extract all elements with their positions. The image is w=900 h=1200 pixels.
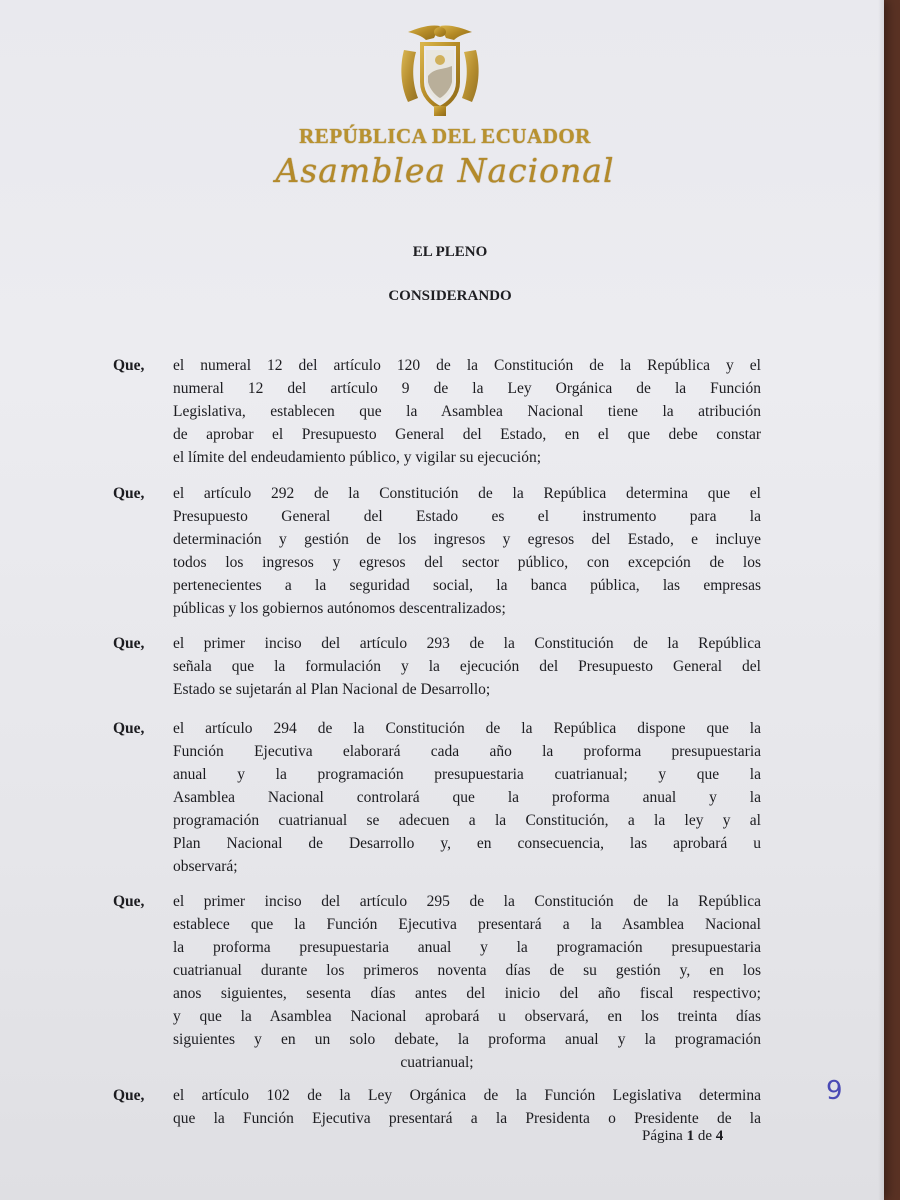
- paragraph-line: el límite del endeudamiento público, y vigilar su ejecución;: [173, 449, 542, 466]
- paragraph-line: el artículo 102 de la Ley Orgánica de la Función Legislativa determina: [173, 1087, 761, 1104]
- paragraph-line: Función Ejecutiva elaborará cada año la proforma presupuestaria: [173, 743, 761, 760]
- paragraph-line: anual y la programación presupuestaria cuatrianual; y que la: [173, 766, 761, 783]
- que-label: Que,: [113, 485, 145, 502]
- paragraph-line: Presupuesto General del Estado es el instrumento para la: [173, 508, 761, 525]
- paragraph-line: Asamblea Nacional controlará que la proforma anual y la: [173, 789, 761, 806]
- paragraph-line: públicas y los gobiernos autónomos descentralizados;: [173, 600, 506, 617]
- letterhead-republic: REPÚBLICA DEL ECUADOR: [299, 124, 591, 148]
- paragraph-line: establece que la Función Ejecutiva presentará a la Asamblea Nacional: [173, 916, 761, 933]
- paragraph-line: determinación y gestión de los ingresos y egresos del Estado, e incluye: [173, 531, 761, 548]
- que-label: Que,: [113, 720, 145, 737]
- considerando-paragraph-2: [113, 482, 761, 620]
- paragraph-line: el primer inciso del artículo 293 de la Constitución de la República: [173, 635, 761, 652]
- paragraph-line: el numeral 12 del artículo 120 de la Constitución de la República y el: [173, 357, 761, 374]
- que-label: Que,: [113, 1087, 145, 1104]
- paragraph-line: siguientes y en un solo debate, la proforma anual y la programación: [173, 1031, 761, 1048]
- paragraph-line: anos siguientes, sesenta días antes del inicio del año fiscal respectivo;: [173, 985, 761, 1002]
- paragraph-line: la proforma presupuestaria anual y la programación presupuestaria: [173, 939, 761, 956]
- page-current: 1: [686, 1128, 695, 1144]
- page-total: 4: [715, 1128, 724, 1144]
- que-label: Que,: [113, 635, 145, 652]
- que-label: Que,: [113, 357, 145, 374]
- page-footer: [642, 1128, 723, 1145]
- paragraph-line: programación cuatrianual se adecuen a la Constitución, a la ley y al: [173, 812, 761, 829]
- paragraph-line: numeral 12 del artículo 9 de la Ley Orgánica de la Función: [173, 380, 761, 397]
- letterhead-assembly: Asamblea Nacional: [275, 151, 615, 190]
- considerando-paragraph-1: [113, 354, 761, 469]
- page-label: Página: [642, 1128, 683, 1144]
- paragraph-line: que la Función Ejecutiva presentará a la Presidenta o Presidente de la: [173, 1110, 761, 1127]
- considerando-paragraph-5: [113, 890, 761, 1074]
- coat-of-arms-icon: [390, 20, 490, 120]
- considerando-paragraph-3: [113, 632, 761, 701]
- paragraph-line: observará;: [173, 858, 238, 875]
- page-of: de: [697, 1128, 712, 1144]
- paragraph-line: cuatrianual;: [400, 1054, 474, 1071]
- heading-pleno: EL PLENO: [412, 244, 488, 260]
- considerando-paragraph-6: [113, 1084, 761, 1130]
- handwritten-page-number: 9: [826, 1076, 843, 1106]
- paper-edge: [878, 0, 884, 1200]
- paragraph-line: el artículo 294 de la Constitución de la República dispone que la: [173, 720, 761, 737]
- paragraph-line: cuatrianual durante los primeros noventa días de su gestión y, en los: [173, 962, 761, 979]
- paragraph-line: el artículo 292 de la Constitución de la República determina que el: [173, 485, 761, 502]
- paragraph-line: señala que la formulación y la ejecución del Presupuesto General del: [173, 658, 761, 675]
- letterhead: [240, 124, 650, 190]
- paragraph-line: y que la Asamblea Nacional aprobará u observará, en los treinta días: [173, 1008, 761, 1025]
- paragraph-line: Legislativa, establecen que la Asamblea Nacional tiene la atribución: [173, 403, 761, 420]
- paragraph-line: el primer inciso del artículo 295 de la Constitución de la República: [173, 893, 761, 910]
- paragraph-line: pertenecientes a la seguridad social, la banca pública, las empresas: [173, 577, 761, 594]
- heading-considerando: CONSIDERANDO: [388, 288, 512, 304]
- paragraph-line: de aprobar el Presupuesto General del Estado, en el que debe constar: [173, 426, 761, 443]
- paragraph-line: todos los ingresos y egresos del sector público, con excepción de los: [173, 554, 761, 571]
- considerando-paragraph-4: [113, 717, 761, 878]
- paragraph-line: Plan Nacional de Desarrollo y, en consecuencia, las aprobará u: [173, 835, 761, 852]
- que-label: Que,: [113, 893, 145, 910]
- paragraph-line: Estado se sujetarán al Plan Nacional de Desarrollo;: [173, 681, 491, 698]
